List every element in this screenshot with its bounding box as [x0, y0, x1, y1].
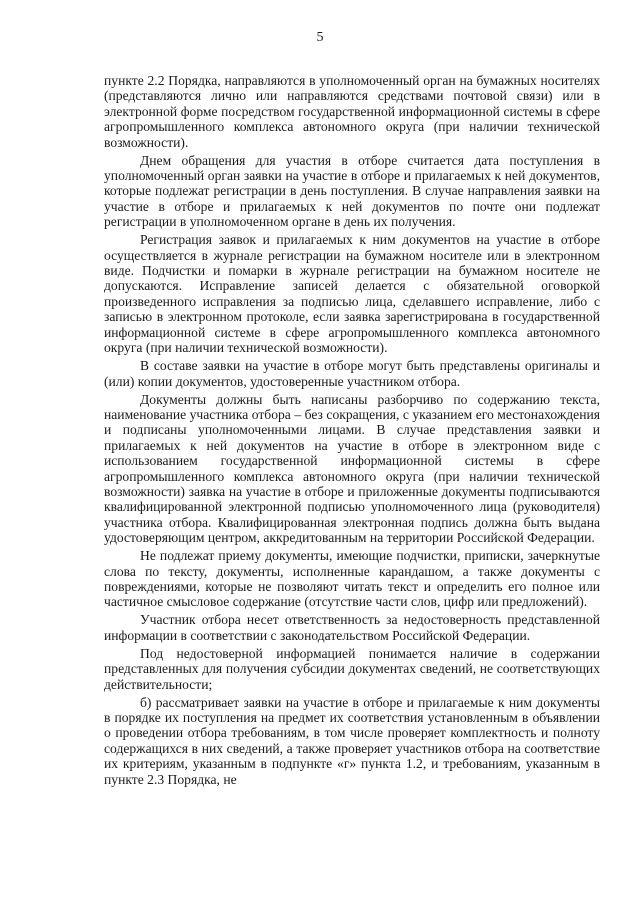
paragraph: Участник отбора несет ответственность за недостоверность представленной информации в соответствии с законодательством Российской Федерации.: [104, 612, 600, 643]
document-body: [104, 73, 600, 790]
paragraph: пункте 2.2 Порядка, направляются в уполномоченный орган на бумажных носителях (представляются лично или направляются средствами почтовой связи) или в электронной форме посредством государственной информационной системы в сфере агропромышленного комплекса автономного округа (при наличии технической возможности).: [104, 73, 600, 150]
paragraph: Под недостоверной информацией понимается наличие в содержании представленных для получения субсидии документах сведений, не соответствующих действительности;: [104, 645, 600, 692]
paragraph: В составе заявки на участие в отборе могут быть представлены оригиналы и (или) копии документов, удостоверенные участником отбора.: [104, 358, 600, 389]
paragraph: Документы должны быть написаны разборчиво по содержанию текста, наименование участника отбора – без сокращения, с указанием его местонахождения и подписаны уполномоченными лицами. В случае представления заявки и прилагаемых к ней документов на участие в отборе в электронном виде с использованием государственной информационной системы в сфере агропромышленного комплекса автономного округа (при наличии технической возможности) заявка на участие в отборе и приложенные документы подписываются квалифицированной электронной подписью уполномоченного лица (руководителя) участника отбора. Квалифицированная электронная подпись должна быть выдана удостоверяющим центром, аккредитованным на территории Российской Федерации.: [104, 391, 600, 546]
paragraph: Днем обращения для участия в отборе считается дата поступления в уполномоченный орган заявки на участие в отборе и прилагаемых к ней документов, которые подлежат регистрации в день поступления. В случае направления заявки на участие в отборе и прилагаемых к ней документов по почте они подлежат регистрации в уполномоченном органе в день их получения.: [104, 152, 600, 230]
paragraph: Не подлежат приему документы, имеющие подчистки, приписки, зачеркнутые слова по тексту, документы, исполненные карандашом, а также документы с повреждениями, которые не позволяют читать текст и определить его полное или частичное смысловое содержание (отсутствие части слов, цифр или предложений).: [104, 548, 600, 610]
page-number: 5: [316, 30, 324, 45]
paragraph: Регистрация заявок и прилагаемых к ним документов на участие в отборе осуществляется в журнале регистрации на бумажном носителе или в электронном виде. Подчистки и помарки в журнале регистрации на бумажном носителе не допускаются. Исправление записей делается с обязательной оговоркой произведенного исправления за подписью лица, сделавшего исправление, либо с записью в электронном протоколе, если заявка зарегистрирована в государственной информационной системе в сфере агропромышленного комплекса автономного округа (при наличии технической возможности).: [104, 232, 600, 356]
paragraph: б) рассматривает заявки на участие в отборе и прилагаемые к ним документы в порядке их поступления на предмет их соответствия установленным в объявлении о проведении отбора требованиям, в том числе проверяет комплектность и полноту содержащихся в них сведений, а также проверяет участников отбора на соответствие их критериям, указанным в подпункте «г» пункта 1.2, и требованиям, указанным в пункте 2.3 Порядка, не: [104, 694, 600, 787]
